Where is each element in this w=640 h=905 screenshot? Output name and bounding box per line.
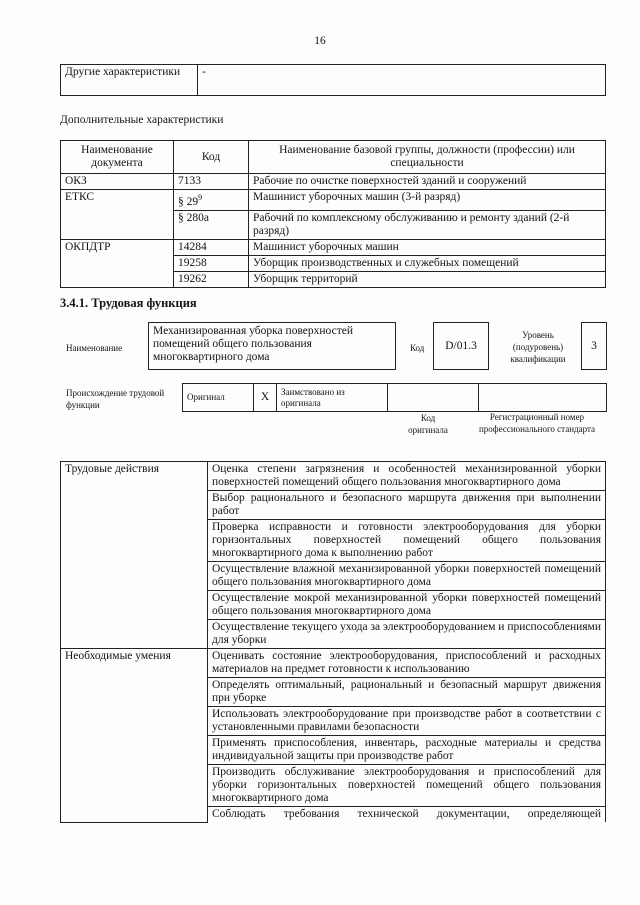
skill-item: Определять оптимальный, рациональный и безопасный маршрут движения при уборке xyxy=(208,678,606,707)
original-code-cell xyxy=(388,384,479,412)
origin-table xyxy=(182,383,607,412)
row-code: § $29^9$ xyxy=(174,190,249,211)
row-name: Уборщик территорий xyxy=(249,271,606,287)
skills-label: Необходимые умения xyxy=(61,649,208,823)
borrowed-label: Заимствовано из оригинала xyxy=(277,384,388,412)
row-code: 14284 xyxy=(174,239,249,255)
table-row xyxy=(61,239,606,255)
code-caption: Код оригинала xyxy=(408,413,448,435)
row-code: 19262 xyxy=(174,271,249,287)
page-number: 16 xyxy=(314,35,326,47)
reg-caption: Регистрационный номер профессионального стандарта xyxy=(478,412,596,434)
skill-item: Оценивать состояние электрооборудования, приспособлений и расходных материалов на предмет готовности к использованию xyxy=(208,649,606,678)
other-characteristics-table xyxy=(60,64,606,96)
code-label: Код xyxy=(410,343,425,353)
row-name: Уборщик производственных и служебных помещений xyxy=(249,255,606,271)
skill-item: Производить обслуживание электрооборудования и приспособлений для уборки горизонтальных поверхностей помещений общего пользования многоквартирного дома xyxy=(208,765,606,807)
labor-actions-label: Трудовые действия xyxy=(61,462,208,649)
reg-number-cell xyxy=(479,384,607,412)
labor-action-item: Осуществление влажной механизированной уборки поверхностей помещений общего пользования многоквартирного дома xyxy=(208,562,606,591)
other-characteristics-value: - xyxy=(198,65,606,96)
labor-action-item: Выбор рационального и безопасного маршрута движения при выполнении работ xyxy=(208,491,606,520)
table-row xyxy=(61,462,606,491)
labor-action-item: Проверка исправности и готовности электрооборудования для уборки горизонтальных поверхностей помещений общего пользования многоквартирного дома к выполнению работ xyxy=(208,520,606,562)
row-name: Рабочие по очистке поверхностей зданий и сооружений xyxy=(249,174,606,190)
function-name: Механизированная уборка поверхностей помещений общего пользования многоквартирного дома xyxy=(148,322,396,370)
row-name: Машинист уборочных машин (3-й разряд) xyxy=(249,190,606,211)
labor-action-item: Осуществление мокрой механизированной уборки поверхностей помещений общего пользования многоквартирного дома xyxy=(208,591,606,620)
header-code: Код xyxy=(174,141,249,174)
row-code: § 280а xyxy=(174,210,249,239)
labor-action-item: Оценка степени загрязнения и особенностей механизированной уборки поверхностей помещений общего пользования многоквартирного дома xyxy=(208,462,606,491)
row-code: 19258 xyxy=(174,255,249,271)
level-value: 3 xyxy=(581,322,607,370)
section-title: 3.4.1. Трудовая функция xyxy=(60,296,197,310)
labor-action-item: Осуществление текущего ухода за электрооборудованием и приспособлениями для уборки xyxy=(208,620,606,649)
row-doc: ЕТКС xyxy=(61,190,174,240)
function-code: D/01.3 xyxy=(433,322,489,370)
skill-item: Применять приспособления, инвентарь, расходные материалы и средства индивидуальной защиты при производстве работ xyxy=(208,736,606,765)
other-characteristics-label: Другие характеристики xyxy=(61,65,198,96)
origin-label: Происхождение трудовой функции xyxy=(66,388,165,410)
original-mark: X xyxy=(254,384,277,412)
row-doc: ОКЗ xyxy=(61,174,174,190)
skill-item: Использовать электрооборудование при производстве работ в соответствии с установленными правилами безопасности xyxy=(208,707,606,736)
table-row xyxy=(61,174,606,190)
header-name: Наименование базовой группы, должности (профессии) или специальности xyxy=(249,141,606,174)
table-row xyxy=(61,190,606,211)
row-doc: ОКПДТР xyxy=(61,239,174,287)
original-label: Оригинал xyxy=(183,384,254,412)
labor-function-table xyxy=(60,461,606,823)
additional-heading: Дополнительные характеристики xyxy=(60,114,224,126)
skill-item: Соблюдать требования технической документации, определяющей xyxy=(208,807,606,823)
header-doc: Наименование документа xyxy=(61,141,174,174)
row-name: Машинист уборочных машин xyxy=(249,239,606,255)
name-label: Наименование xyxy=(66,343,123,353)
level-label: Уровень (подуровень) квалификации xyxy=(510,330,566,364)
additional-table xyxy=(60,140,606,288)
row-code: 7133 xyxy=(174,174,249,190)
table-row xyxy=(61,649,606,678)
row-name: Рабочий по комплексному обслуживанию и ремонту зданий (2-й разряд) xyxy=(249,210,606,239)
